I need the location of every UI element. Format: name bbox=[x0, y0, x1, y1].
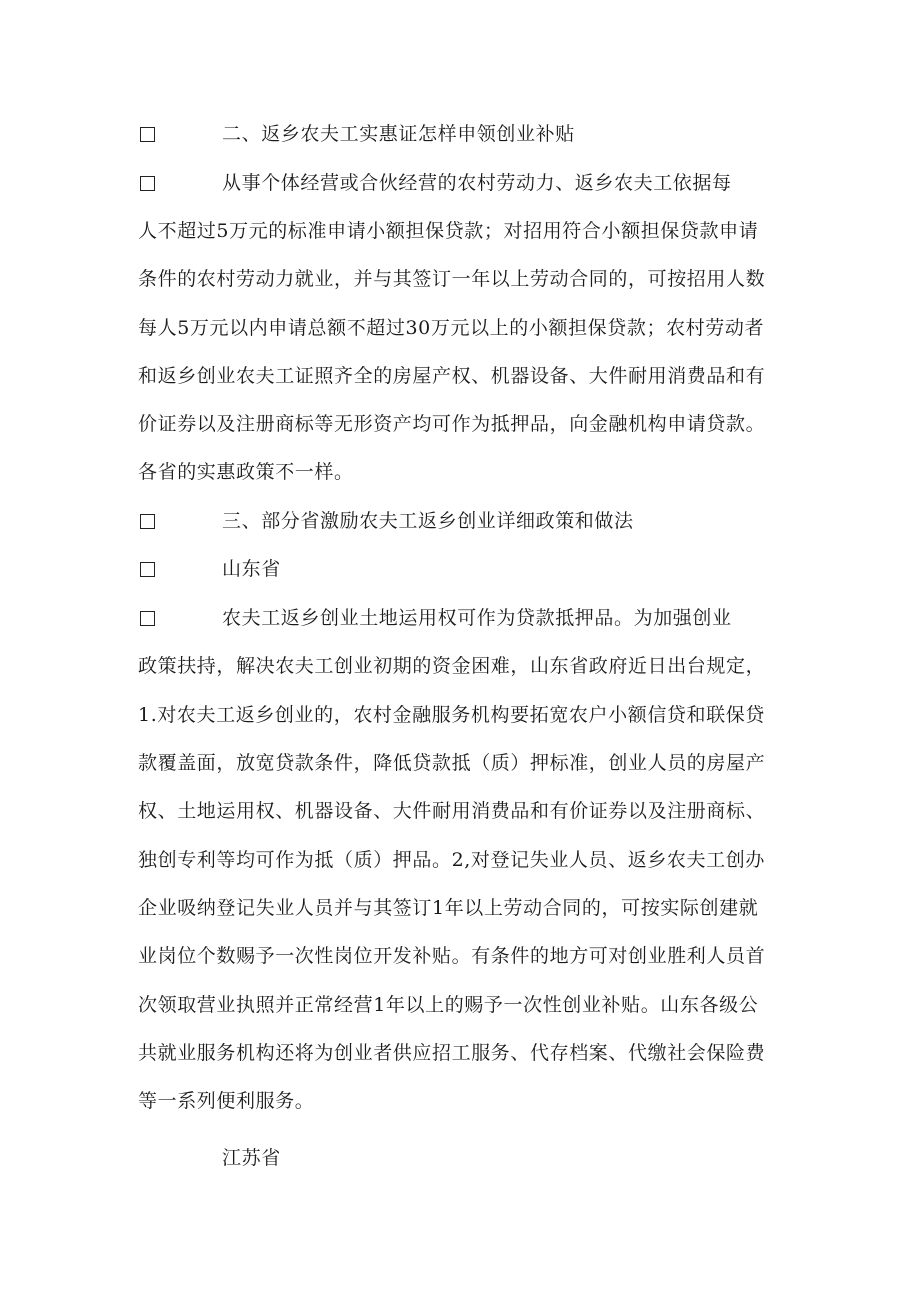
paragraph-line: 款覆盖面，放宽贷款条件，降低贷款抵（质）押标准，创业人员的房屋产 bbox=[138, 752, 766, 774]
paragraph-line: 次领取营业执照并正常经营1年以上的赐予一次性创业补贴。山东各级公 bbox=[138, 994, 759, 1016]
checkbox-icon bbox=[140, 176, 155, 191]
paragraph-line: 每人5万元以内申请总额不超过30万元以上的小额担保贷款；农村劳动者 bbox=[138, 317, 765, 339]
paragraph-line: 等一系列便利服务。 bbox=[138, 1090, 315, 1112]
section-heading-3: 三、部分省激励农夫工返乡创业详细政策和做法 bbox=[222, 510, 634, 532]
paragraph-line: 从事个体经营或合伙经营的农村劳动力、返乡农夫工依据每 bbox=[222, 172, 732, 194]
paragraph-line: 企业吸纳登记失业人员并与其签订1年以上劳动合同的，可按实际创建就 bbox=[138, 897, 759, 919]
paragraph-line: 1.对农夫工返乡创业的，农村金融服务机构要拓宽农户小额信贷和联保贷 bbox=[138, 704, 765, 726]
paragraph-line: 独创专利等均可作为抵（质）押品。2,对登记失业人员、返乡农夫工创办 bbox=[138, 849, 765, 871]
paragraph-line: 权、土地运用权、机器设备、大件耐用消费品和有价证券以及注册商标、 bbox=[138, 800, 766, 822]
paragraph-line: 各省的实惠政策不一样。 bbox=[138, 461, 354, 483]
paragraph-line: 人不超过5万元的标准申请小额担保贷款；对招用符合小额担保贷款申请 bbox=[138, 220, 759, 242]
paragraph-line: 共就业服务机构还将为创业者供应招工服务、代存档案、代缴社会保险费 bbox=[138, 1042, 766, 1064]
paragraph-line: 农夫工返乡创业土地运用权可作为贷款抵押品。为加强创业 bbox=[222, 607, 732, 629]
checkbox-icon bbox=[140, 611, 155, 626]
province-heading-shandong: 山东省 bbox=[222, 558, 281, 580]
checkbox-icon bbox=[140, 127, 155, 142]
paragraph-line: 业岗位个数赐予一次性岗位开发补贴。有条件的地方可对创业胜利人员首 bbox=[138, 945, 766, 967]
paragraph-line: 和返乡创业农夫工证照齐全的房屋产权、机器设备、大件耐用消费品和有 bbox=[138, 365, 766, 387]
checkbox-icon bbox=[140, 562, 155, 577]
checkbox-icon bbox=[140, 514, 155, 529]
paragraph-line: 条件的农村劳动力就业，并与其签订一年以上劳动合同的，可按招用人数 bbox=[138, 268, 766, 290]
paragraph-line: 政策扶持，解决农夫工创业初期的资金困难，山东省政府近日出台规定， bbox=[138, 655, 766, 677]
section-heading-2: 二、返乡农夫工实惠证怎样申领创业补贴 bbox=[222, 123, 575, 145]
paragraph-line: 价证券以及注册商标等无形资产均可作为抵押品，向金融机构申请贷款。 bbox=[138, 413, 766, 435]
province-heading-jiangsu: 江苏省 bbox=[222, 1147, 281, 1169]
